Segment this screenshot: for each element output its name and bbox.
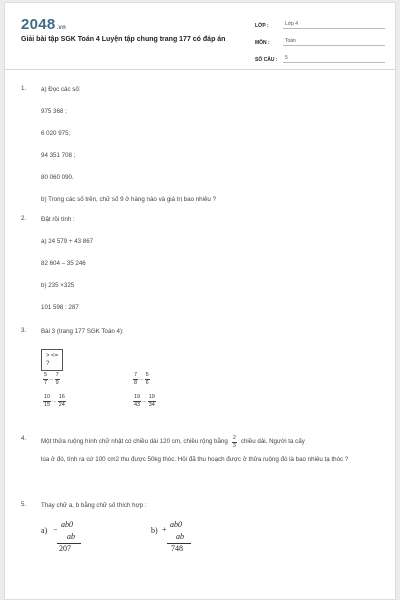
logo-text: 2048 — [21, 16, 56, 33]
comparison-item — [43, 393, 66, 409]
question-number: 5. — [21, 501, 27, 508]
result: 207 — [59, 544, 71, 553]
meta-value: 5 — [283, 55, 385, 63]
meta-value: Toán — [283, 38, 385, 46]
document-page — [4, 2, 396, 600]
question-line: b) Trong các số trên, chữ số 9 ở hàng nào và giá trị bao nhiêu ? — [41, 196, 217, 203]
fraction: $\frac{7}{9}$ — [55, 371, 59, 386]
question-text: chiều dài. Người ta cấy — [240, 438, 305, 445]
question-line: 6 020 975; — [41, 130, 71, 137]
question-body — [41, 215, 381, 325]
comparison-left — [43, 371, 66, 409]
meta-row-count — [255, 51, 385, 63]
site-logo[interactable] — [21, 16, 66, 33]
question-text: Một thửa ruộng hình chữ nhật có chiều dài 120 cm, chiều rộng bằng — [41, 438, 228, 445]
result: 748 — [171, 544, 183, 553]
document-title: Giải bài tập SGK Toán 4 Luyện tập chung trang 177 có đáp án — [21, 36, 226, 43]
fraction: $\frac{2}{3}$ — [232, 434, 236, 449]
item-label: b) — [151, 526, 158, 535]
question-line: Thay chữ a, b bằng chữ số thích hợp : — [41, 502, 147, 509]
logo-suffix: .vn — [56, 25, 67, 31]
fraction: $\frac{19}{34}$ — [148, 393, 155, 408]
question-line: 101 598 : 287 — [41, 304, 79, 311]
fraction: $\frac{19}{43}$ — [134, 393, 141, 408]
meta-row-subject — [255, 34, 385, 46]
question-number: 3. — [21, 327, 27, 334]
comparison-signs-text: > <= — [46, 353, 59, 359]
comparison-item — [133, 393, 156, 409]
question-line — [41, 435, 379, 449]
question-body — [41, 85, 381, 217]
comparison-signs — [41, 349, 63, 371]
document-header — [5, 3, 395, 70]
operand-top: ab0 — [61, 520, 73, 529]
question-line: 80 060 090. — [41, 174, 74, 181]
plus-sign: + — [162, 525, 167, 534]
comparison-right — [133, 371, 156, 409]
fraction: $\frac{10}{15}$ — [44, 393, 51, 408]
comparison-question-mark: ? — [46, 361, 50, 367]
comparison-item — [43, 371, 66, 387]
fraction: $\frac{5}{7}$ — [44, 371, 48, 386]
operand-top: ab0 — [170, 520, 182, 529]
meta-row-class — [255, 17, 385, 29]
meta-label: SỐ CÂU : — [255, 57, 278, 63]
question-number: 1. — [21, 85, 27, 92]
question-line: a) 24 579 + 43 867 — [41, 238, 94, 245]
comparison-item — [133, 371, 156, 387]
blank-dots: ... — [142, 398, 147, 404]
question-body — [41, 435, 379, 467]
blank-dots: ... — [49, 376, 54, 382]
comparison-box — [41, 349, 63, 373]
item-label: a) — [41, 526, 48, 535]
question-line: 82 604 – 35 246 — [41, 260, 86, 267]
question-text: lúa ở đó, tính ra cứ 100 cm2 thu được 50kg thóc. Hỏi đã thu hoạch được ở thửa ruộng đó là bao nhiêu tạ thóc ? — [41, 456, 349, 463]
blank-dots: ... — [52, 398, 57, 404]
fraction: $\frac{16}{24}$ — [58, 393, 65, 408]
question-number: 2. — [21, 215, 27, 222]
question-number: 4. — [21, 435, 27, 442]
operand-bottom: ab — [67, 532, 75, 541]
blank-dots: ... — [139, 376, 144, 382]
question-body — [41, 327, 381, 349]
question-line: 94 351 708 ; — [41, 152, 76, 159]
question-line: b) 235 ×325 — [41, 282, 75, 289]
document-meta — [255, 17, 385, 68]
fraction: $\frac{7}{8}$ — [134, 371, 138, 386]
question-line: a) Đọc các số: — [41, 86, 81, 93]
meta-value: Lớp 4 — [283, 21, 385, 29]
minus-sign: − — [53, 525, 58, 534]
question-line: Bài 3 (trang 177 SGK Toán 4): — [41, 328, 124, 335]
question-line: Đặt rồi tính : — [41, 216, 75, 223]
operand-bottom: ab — [176, 532, 184, 541]
fraction: $\frac{5}{6}$ — [145, 371, 149, 386]
meta-label: MÔN : — [255, 40, 270, 46]
meta-label: LỚP : — [255, 23, 269, 29]
question-body — [41, 501, 381, 523]
question-line: 975 368 ; — [41, 108, 67, 115]
